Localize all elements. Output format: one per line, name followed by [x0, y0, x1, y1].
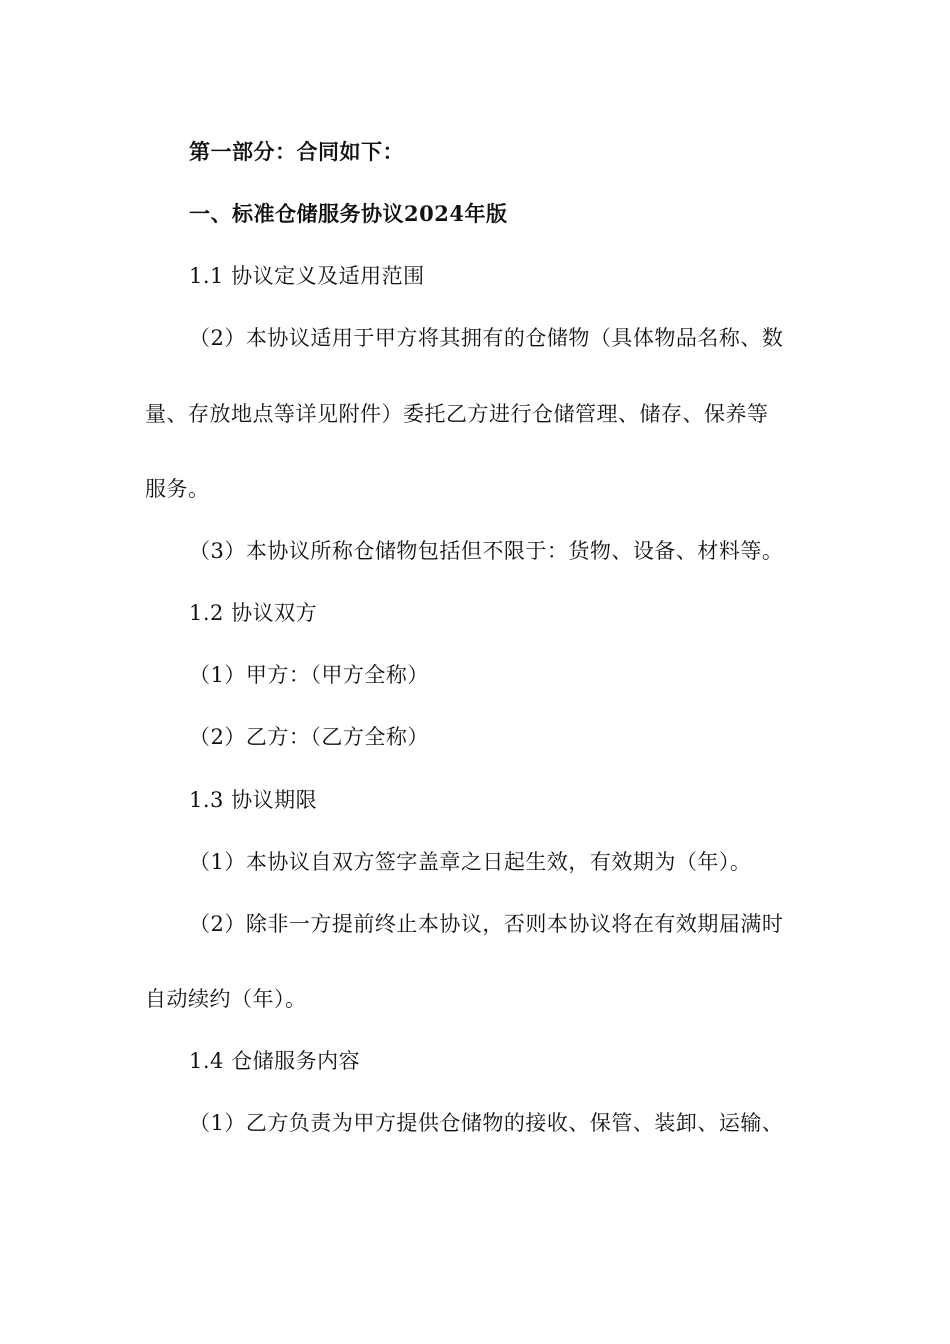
- clause-1-1-item-2-line-1: （2）本协议适用于甲方将其拥有的仓储物（具体物品名称、数: [189, 326, 784, 350]
- clause-1-2-item-1: （1）甲方：（甲方全称）: [189, 663, 429, 687]
- clause-1-1-item-2-line-2: 量、存放地点等详见附件）委托乙方进行仓储管理、储存、保养等: [145, 402, 769, 426]
- clause-1-1-item-2-line-3: 服务。: [145, 477, 210, 501]
- clause-1-3-item-1: （1）本协议自双方签字盖章之日起生效，有效期为（年）。: [189, 850, 752, 874]
- clause-1-2-item-2: （2）乙方：（乙方全称）: [189, 725, 429, 749]
- clause-1-1-heading: 1.1 协议定义及适用范围: [189, 264, 425, 288]
- clause-1-2-heading: 1.2 协议双方: [189, 601, 318, 625]
- part-heading: 第一部分：合同如下：: [189, 139, 404, 164]
- clause-1-3-heading: 1.3 协议期限: [189, 788, 318, 812]
- clause-1-3-item-2-line-2: 自动续约（年）。: [145, 987, 307, 1011]
- clause-1-3-item-2-line-1: （2）除非一方提前终止本协议，否则本协议将在有效期届满时: [189, 912, 784, 936]
- clause-1-4-item-1-line-1: （1）乙方负责为甲方提供仓储物的接收、保管、装卸、运输、: [189, 1111, 784, 1135]
- clause-1-4-heading: 1.4 仓储服务内容: [189, 1049, 361, 1073]
- section-title: 一、标准仓储服务协议2024年版: [189, 201, 508, 226]
- clause-1-1-item-3: （3）本协议所称仓储物包括但不限于：货物、设备、材料等。: [189, 539, 784, 563]
